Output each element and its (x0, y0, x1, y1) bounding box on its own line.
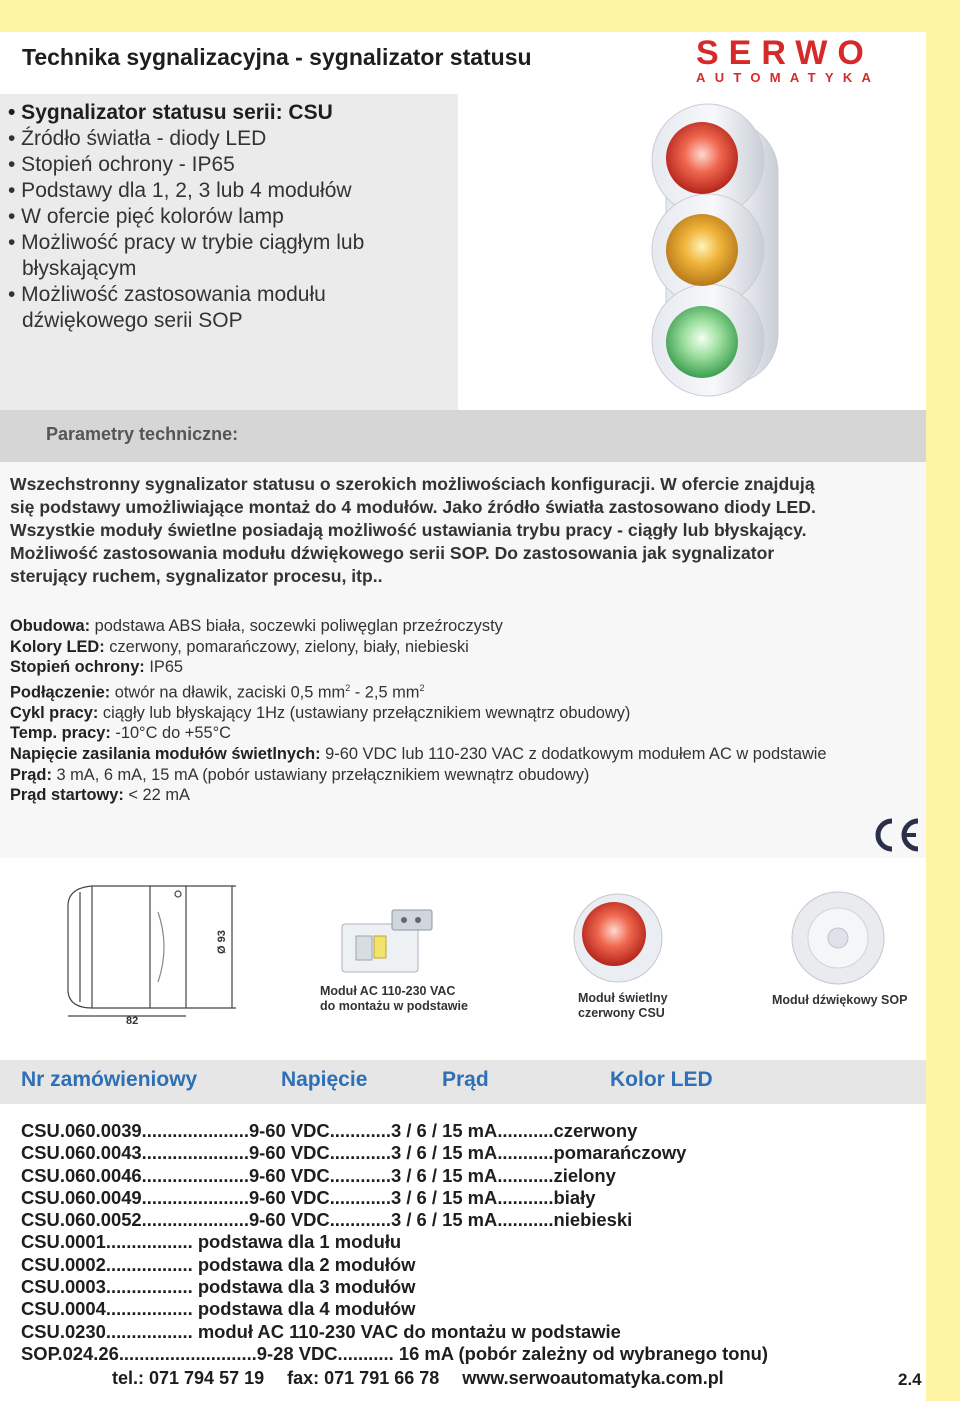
spec-value: 3 mA, 6 mA, 15 mA (pobór ustawiany przełącznikiem wewnątrz obudowy) (51, 765, 590, 784)
caption-ac-module (320, 984, 468, 1014)
col-voltage: Napięcie (281, 1068, 368, 1091)
spec-value: ciągły lub błyskający 1Hz (ustawiany przełącznikiem wewnątrz obudowy) (98, 703, 631, 722)
feature-item: błyskającym (22, 257, 137, 280)
order-row: CSU.060.0049.....................9-60 VDC............3 / 6 / 15 mA...........biały (21, 1186, 596, 1208)
caption-line: do montażu w podstawie (320, 999, 468, 1013)
caption-line: Moduł AC 110-230 VAC (320, 984, 456, 998)
description-line: Możliwość zastosowania modułu dźwiękowego serii SOP. Do zastosowania jak sygnalizator (10, 543, 775, 563)
order-row: CSU.060.0039.....................9-60 VDC............3 / 6 / 15 mA...........czerwony (21, 1120, 638, 1141)
page-number: 2.4 (898, 1370, 922, 1389)
spec-housing (10, 616, 926, 637)
spec-value: czerwony, pomarańczowy, zielony, biały, niebieski (104, 637, 469, 656)
ac-module-image (342, 910, 432, 972)
logo-wordmark: SERWO (696, 34, 874, 72)
feature-item: • Stopień ochrony - IP65 (8, 153, 235, 176)
spec-led-colors (10, 637, 926, 658)
description-line: Wszechstronny sygnalizator statusu o szerokich możliwościach konfiguracji. W ofercie znajdują (10, 474, 815, 494)
feature-item: • Możliwość zastosowania modułu (8, 283, 326, 306)
description (10, 473, 926, 588)
feature-item: • W ofercie pięć kolorów lamp (8, 205, 284, 228)
description-line: się podstawy umożliwiające montaż do 4 modułów. Jako źródło światła zastosowano diody LED. (10, 497, 816, 517)
spec-sup: 2 (419, 682, 425, 693)
order-row: CSU.0002................. podstawa dla 2 modułów (21, 1253, 416, 1275)
spec-list (10, 616, 926, 806)
serwo-logo (696, 34, 910, 85)
col-order-number: Nr zamówieniowy (21, 1068, 198, 1091)
spec-label: Podłączenie: (10, 683, 111, 702)
order-row: CSU.060.0052.....................9-60 VDC............3 / 6 / 15 mA...........niebieski (21, 1209, 633, 1231)
order-row: CSU.0004................. podstawa dla 4 modułów (21, 1298, 416, 1320)
order-row: CSU.060.0043.....................9-60 VDC............3 / 6 / 15 mA...........pomarańczowy (21, 1142, 687, 1164)
caption-line: czerwony CSU (578, 1006, 665, 1020)
spec-label: Prąd startowy: (10, 786, 124, 805)
footer-phone: tel.: 071 794 57 19 (112, 1368, 265, 1388)
ce-mark (872, 816, 922, 854)
description-line: Wszystkie moduły świetlne posiadają możliwość ustawiania trybu pracy - ciągły lub błyskający. (10, 520, 807, 540)
caption-light-module (578, 991, 668, 1021)
col-led-color: Kolor LED (610, 1068, 713, 1091)
red-lamp (666, 122, 738, 194)
dim-width: 82 (126, 1015, 139, 1027)
caption-line: Moduł świetlny (578, 991, 668, 1005)
caption-line: Moduł dźwiękowy SOP (772, 993, 908, 1007)
spec-value: - 2,5 mm (350, 683, 420, 702)
spec-current (10, 765, 926, 786)
spec-temperature (10, 723, 926, 744)
spec-start-current (10, 785, 926, 806)
feature-item: • Możliwość pracy w trybie ciągłym lub (8, 231, 365, 254)
red-module-image (574, 894, 662, 982)
spec-protection (10, 657, 926, 678)
feature-item: • Źródło światła - diody LED (8, 127, 267, 150)
logo-subtitle: AUTOMATYKA (696, 70, 881, 85)
spec-sup: 2 (345, 682, 351, 693)
spec-value: 9-60 VDC lub 110-230 VAC z dodatkowym modułem AC w podstawie (320, 745, 827, 764)
spec-value: podstawa ABS biała, soczewki poliwęglan przeźroczysty (90, 617, 503, 635)
col-current: Prąd (442, 1068, 489, 1091)
params-title: Parametry techniczne: (46, 424, 239, 444)
spec-duty-cycle (10, 703, 926, 724)
spec-label: Prąd: (10, 765, 52, 784)
spec-supply-voltage (10, 744, 926, 765)
sound-module-image (792, 892, 884, 984)
product-photo (470, 94, 926, 410)
feature-list (8, 100, 448, 334)
description-line: sterujący ruchem, sygnalizator procesu, itp.. (10, 566, 383, 586)
spec-label: Napięcie zasilania modułów świetlnych: (10, 745, 321, 764)
page-title: Technika sygnalizacyjna - sygnalizator statusu (22, 44, 532, 70)
feature-item: dźwiękowego serii SOP (22, 309, 243, 332)
feature-item: • Podstawy dla 1, 2, 3 lub 4 modułów (8, 179, 352, 202)
spec-value: -10°C do +55°C (110, 724, 231, 743)
spec-value: IP65 (144, 658, 184, 677)
spec-value: otwór na dławik, zaciski 0,5 mm (110, 683, 346, 702)
spec-value: < 22 mA (123, 786, 190, 805)
order-row: CSU.0001................. podstawa dla 1 modułu (21, 1231, 402, 1253)
footer-contact (112, 1368, 742, 1389)
spec-label: Kolory LED: (10, 637, 105, 656)
spec-connection (10, 678, 926, 703)
order-row: CSU.0230................. moduł AC 110-230 VAC do montażu w podstawie (21, 1320, 621, 1342)
accessory-photos (0, 872, 926, 1044)
green-lamp (666, 306, 738, 378)
footer-fax: fax: 071 791 66 78 (287, 1368, 440, 1388)
order-list (21, 1120, 768, 1365)
footer-website-link[interactable]: www.serwoautomatyka.com.pl (462, 1368, 724, 1388)
spec-label: Obudowa: (10, 617, 91, 635)
amber-lamp (666, 214, 738, 286)
order-row: SOP.024.26...........................9-28 VDC........... 16 mA (pobór zależny od wybranego tonu) (21, 1342, 769, 1364)
spec-label: Cykl pracy: (10, 703, 99, 722)
signal-tower-image (470, 94, 926, 410)
order-row: CSU.0003................. podstawa dla 3 modułów (21, 1276, 416, 1298)
spec-label: Stopień ochrony: (10, 658, 145, 677)
order-row: CSU.060.0046.....................9-60 VDC............3 / 6 / 15 mA...........zielony (21, 1164, 616, 1186)
feature-item: • Sygnalizator statusu serii: CSU (8, 101, 333, 124)
dim-diameter: Ø 93 (216, 930, 228, 954)
caption-sound-module (772, 993, 907, 1008)
spec-label: Temp. pracy: (10, 724, 111, 743)
technical-drawing (0, 872, 926, 1044)
